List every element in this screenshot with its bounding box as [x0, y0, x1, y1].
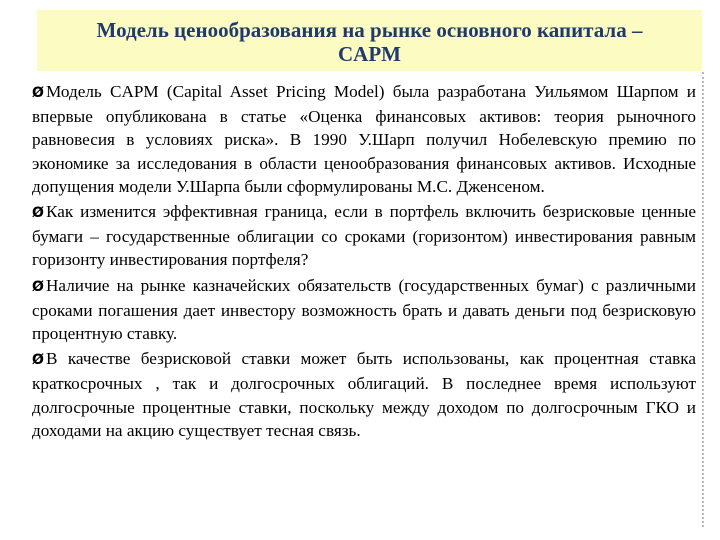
paragraph-capm-origin [32, 80, 696, 198]
paragraph-efficient-frontier [32, 200, 696, 272]
arrow-bullet-icon: Ø [32, 205, 44, 222]
paragraph-treasury-obligations [32, 274, 696, 346]
slide-body [32, 80, 696, 444]
paragraph-risk-free-rate [32, 347, 696, 442]
slide-title-line-1: Модель ценообразования на рынке основного капитала – [96, 18, 643, 42]
paragraph-text: Наличие на рынке казначейских обязательств (государственных бумаг) с различными сроками погашения дает инвестору возможность брать и давать деньги под безрисковую процентную ставку. [32, 275, 696, 344]
title-bar [37, 10, 702, 71]
arrow-bullet-icon: Ø [32, 352, 44, 369]
arrow-bullet-icon: Ø [32, 278, 44, 295]
paragraph-text: Модель CAPM (Capital Asset Pricing Model) была разработана Уильямом Шарпом и впервые опубликована в статье «Оценка финансовых активов: теория рыночного равновесия в условиях риска». В 1990 У.Шарп получил Нобелевскую премию по экономике за исследования в области ценообразования финансовых активов. Исходные допущения модели У.Шарпа были сформулированы М.С. Дженсеном. [32, 82, 696, 196]
slide-title-line-2: CAPM [338, 42, 401, 66]
arrow-bullet-icon: Ø [32, 85, 44, 101]
right-dotted-divider [702, 72, 704, 527]
paragraph-text: Как изменится эффективная граница, если в портфель включить безрисковые ценные бумаги – государственные облигации со сроками (горизонтом) инвестирования равным горизонту инвестирования портфеля? [32, 202, 696, 270]
paragraph-text: В качестве безрисковой ставки может быть использованы, как процентная ставка краткосрочных , так и долгосрочных облигаций. В последнее время используют долгосрочные процентные ставки, поскольку между доходом по долгосрочным ГКО и доходами на акцию существует тесная связь. [32, 349, 696, 440]
